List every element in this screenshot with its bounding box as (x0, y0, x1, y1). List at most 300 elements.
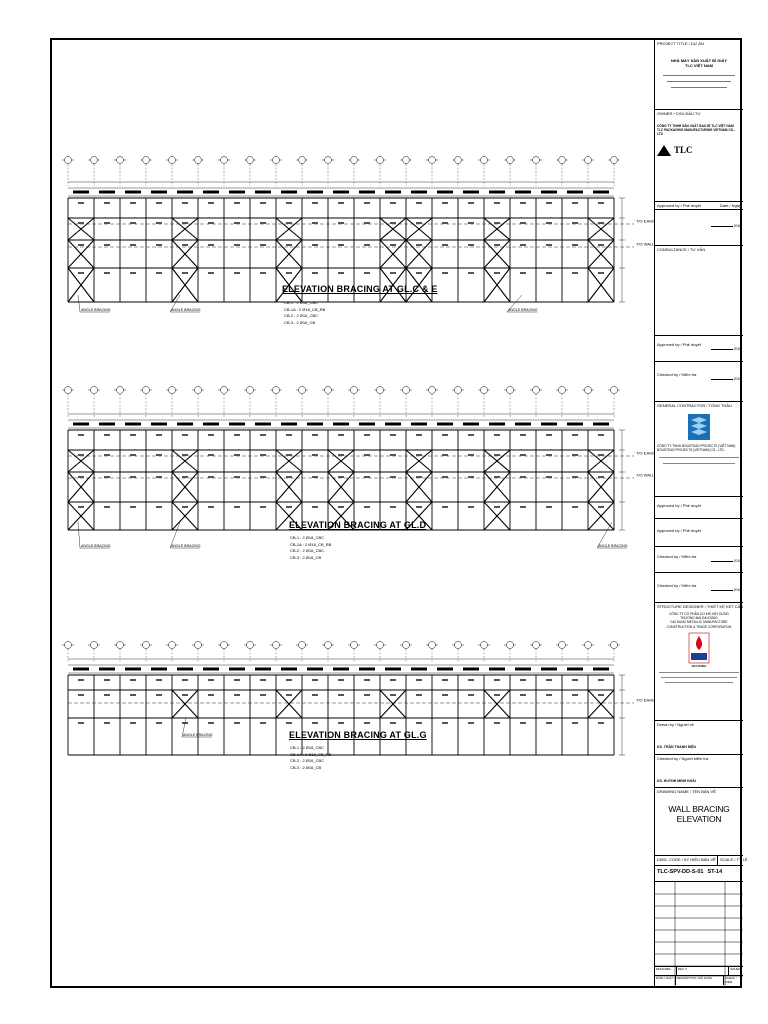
dimension-text-mark (463, 423, 479, 426)
dimension-text-mark (177, 668, 193, 671)
callout-text: ANGLE BRACING (81, 307, 111, 312)
footer-cell: CHECK / KIỂM (725, 976, 737, 984)
grid-bubble (273, 642, 280, 649)
member-tag (520, 272, 526, 274)
member-tag (572, 476, 578, 478)
member-tag (390, 202, 396, 204)
member-tag (260, 476, 266, 478)
designer-line: THƯƠNG MẠI ĐẠI DŨNG (680, 616, 718, 621)
member-tag (182, 434, 188, 436)
member-tag (234, 202, 240, 204)
member-tag (442, 694, 448, 696)
owner-line: TLC PACKAGING MANUFACTURING VIETNAM CO., LTD (657, 128, 736, 137)
dimension-text-mark (125, 191, 141, 194)
member-tag (260, 679, 266, 681)
dimension-text-mark (177, 423, 193, 426)
member-tag (234, 722, 240, 724)
grid-bubble (533, 387, 540, 394)
member-tag (130, 722, 136, 724)
member-tag (468, 434, 474, 436)
member-tag (286, 694, 292, 696)
grid-bubble (507, 642, 514, 649)
dimension-text-mark (437, 668, 453, 671)
member-tag (130, 202, 136, 204)
grid-bubble (91, 157, 98, 164)
member-tag (520, 202, 526, 204)
dimension-text-mark (177, 191, 193, 194)
member-tag (104, 454, 110, 456)
member-tag (520, 506, 526, 508)
dimension-text-mark (567, 423, 583, 426)
member-tag (104, 434, 110, 436)
dimension-text-mark (385, 668, 401, 671)
drawing-code: TLC-SPV-DD-S-01 (657, 869, 704, 875)
note-line: CB-3 : 2 Ø16_CB (290, 764, 322, 770)
contractor-line: BOUSTEAD PROJECTS (VIETNAM) CO., LTD. (657, 448, 725, 453)
member-tag (442, 506, 448, 508)
member-tag (156, 272, 162, 274)
view-title-gl-g: ELEVATION BRACING AT GL.G (289, 730, 427, 740)
drawing-name-cell (655, 788, 743, 856)
dimension-text-mark (125, 668, 141, 671)
member-tag (208, 434, 214, 436)
level-tag: T/O EAVE (636, 697, 655, 703)
member-tag (286, 506, 292, 508)
member-tag (130, 244, 136, 246)
member-tag (416, 506, 422, 508)
member-tag (234, 679, 240, 681)
grid-bubble (117, 157, 124, 164)
member-tag (286, 722, 292, 724)
owner-label: OWNER / CHỦ ĐẦU TƯ (657, 111, 701, 116)
grid-bubble (221, 157, 228, 164)
grid-bubble (403, 642, 410, 649)
grid-bubble (429, 387, 436, 394)
grid-bubble (585, 157, 592, 164)
designer-logo (657, 633, 741, 664)
member-tag (286, 476, 292, 478)
member-tag (494, 222, 500, 224)
member-tag (130, 694, 136, 696)
dimension-text-mark (463, 668, 479, 671)
title-block (654, 40, 748, 986)
member-tag (416, 476, 422, 478)
member-tag (182, 694, 188, 696)
member-tag (364, 244, 370, 246)
grid-bubble (533, 157, 540, 164)
dimension-text-mark (359, 423, 375, 426)
grid-bubble (481, 157, 488, 164)
member-tag (156, 202, 162, 204)
consultant-label: CONSULTANCE / TƯ VẤN (657, 247, 706, 252)
grid-bubble (91, 387, 98, 394)
year-text: 2016 (733, 559, 741, 563)
member-tag (78, 222, 84, 224)
member-tag (208, 694, 214, 696)
grid-bubble (507, 157, 514, 164)
member-tag (364, 222, 370, 224)
designer-logo-text: DAI DUNG (691, 663, 707, 668)
dimension-text-mark (463, 191, 479, 194)
dimension-text-mark (99, 191, 115, 194)
dimension-text-mark (73, 423, 89, 426)
grid-bubble (611, 157, 618, 164)
member-tag (416, 679, 422, 681)
grid-bubble (247, 157, 254, 164)
grid-bubble (221, 387, 228, 394)
contractor-logo-icon (688, 414, 710, 440)
member-tag (468, 679, 474, 681)
member-tag (182, 272, 188, 274)
note-line: CB-1A : 2 Ø18_CB_RB (290, 541, 332, 547)
dimension-text-mark (489, 423, 505, 426)
member-tag (546, 694, 552, 696)
member-tag (286, 679, 292, 681)
level-tag: T/O WALL (636, 241, 655, 247)
contractor-approval-cell-2 (655, 519, 743, 547)
member-tag (260, 434, 266, 436)
member-tag (286, 434, 292, 436)
member-tag (468, 476, 474, 478)
grid-bubble (221, 642, 228, 649)
designer-line: CONSTRUCTION & TRADE CORPORATION (666, 624, 732, 629)
member-tag (572, 722, 578, 724)
grid-bubble (611, 387, 618, 394)
level-tag: T/O WALL (636, 472, 655, 478)
member-tag (442, 476, 448, 478)
member-tag (390, 679, 396, 681)
grid-bubble (403, 157, 410, 164)
designer-line: CÔNG TY CỔ PHẦN CƠ KHÍ XÂY DỰNG (669, 612, 729, 616)
dimension-text-mark (229, 191, 245, 194)
owner-cell (655, 110, 743, 202)
note-line: CB-2 : 2 Ø16_CBC (290, 548, 325, 553)
member-tag (442, 679, 448, 681)
dimension-text-mark (307, 423, 323, 426)
member-tag (468, 454, 474, 456)
notes-gl-g (290, 745, 331, 771)
grid-bubble (585, 387, 592, 394)
member-tag (312, 244, 318, 246)
callout-text: ANGLE BRACING (183, 732, 213, 737)
member-tag (156, 694, 162, 696)
member-tag (338, 694, 344, 696)
member-tag (156, 244, 162, 246)
dimension-text-mark (151, 423, 167, 426)
footer-cell: ISSUED (730, 967, 741, 971)
grid-bubble (169, 387, 176, 394)
member-tag (182, 222, 188, 224)
member-tag (364, 454, 370, 456)
member-tag (390, 272, 396, 274)
drawing-code-label: DWG. CODE / KÝ HIỆU BẢN VẼ (655, 856, 718, 865)
designer-line: DAI DUNG METALLIC MANUFACTURE (670, 620, 728, 625)
revision-footer (655, 966, 743, 984)
grid-bubble (325, 387, 332, 394)
contractor-line: CÔNG TY TNHH BOUSTEAD PROJECTS (VIỆT NAM) (657, 444, 736, 448)
member-tag (260, 694, 266, 696)
dimension-text-mark (489, 191, 505, 194)
dimension-text-mark (593, 191, 609, 194)
member-tag (104, 506, 110, 508)
dimension-text-mark (541, 423, 557, 426)
dimension-text-mark (567, 668, 583, 671)
member-tag (338, 272, 344, 274)
note-line: CB-1 : 2 Ø18_CBC (290, 535, 325, 540)
drawn-by-label: Drawn by / Người vẽ (657, 722, 694, 727)
member-tag (364, 476, 370, 478)
member-tag (312, 272, 318, 274)
member-tag (598, 722, 604, 724)
dimension-text-mark (411, 668, 427, 671)
dimension-text-mark (229, 423, 245, 426)
member-tag (260, 722, 266, 724)
member-tag (104, 202, 110, 204)
dimension-text-mark (255, 668, 271, 671)
member-tag (390, 722, 396, 724)
member-tag (286, 202, 292, 204)
member-tag (520, 222, 526, 224)
member-tag (390, 244, 396, 246)
drawing-code-cell (655, 856, 748, 882)
dimension-text-mark (385, 191, 401, 194)
contractor-check-cell (655, 547, 743, 573)
member-tag (494, 202, 500, 204)
member-tag (468, 272, 474, 274)
member-tag (156, 434, 162, 436)
member-tag (572, 454, 578, 456)
drawing-name: WALL BRACING ELEVATION (668, 804, 730, 824)
approved-by-label: Approved by / Phê duyệt (657, 503, 701, 508)
dimension-text-mark (203, 668, 219, 671)
dimension-text-mark (385, 423, 401, 426)
dimension-text-mark (437, 423, 453, 426)
drawn-by-cell (655, 721, 743, 755)
member-tag (520, 694, 526, 696)
member-tag (572, 272, 578, 274)
member-tag (390, 434, 396, 436)
member-tag (208, 679, 214, 681)
date-label: Date / Ngày (719, 203, 741, 208)
checked-by-cell (655, 755, 743, 788)
level-tag: T/O EAVE (636, 450, 655, 456)
member-tag (598, 476, 604, 478)
member-tag (312, 476, 318, 478)
member-tag (208, 454, 214, 456)
member-tag (312, 722, 318, 724)
member-tag (416, 434, 422, 436)
dimension-text-mark (411, 191, 427, 194)
member-tag (364, 694, 370, 696)
member-tag (104, 272, 110, 274)
member-tag (260, 272, 266, 274)
year-text: 2016 (733, 377, 741, 381)
grid-bubble (455, 387, 462, 394)
dimension-text-mark (73, 191, 89, 194)
callout-text: ANGLE BRACING (508, 307, 538, 312)
footer-cell: DESIGNED (655, 967, 677, 975)
member-tag (78, 506, 84, 508)
member-tag (494, 454, 500, 456)
grid-bubble (299, 387, 306, 394)
member-tag (364, 722, 370, 724)
member-tag (364, 434, 370, 436)
member-tag (520, 679, 526, 681)
dimension-text-mark (99, 423, 115, 426)
grid-bubble (169, 157, 176, 164)
owner-logo-triangle-icon (657, 145, 671, 156)
dimension-text-mark (73, 668, 89, 671)
grid-bubble (247, 642, 254, 649)
owner-logo-text: TLC (674, 145, 693, 156)
dimension-text-mark (593, 423, 609, 426)
grid-bubble (403, 387, 410, 394)
member-tag (208, 222, 214, 224)
member-tag (312, 679, 318, 681)
member-tag (338, 679, 344, 681)
approved-by-label: Approved by / Phê duyệt (657, 342, 701, 347)
member-tag (78, 202, 84, 204)
member-tag (104, 679, 110, 681)
project-line: TLC VIỆT NAM (685, 63, 713, 68)
member-tag (234, 434, 240, 436)
member-tag (156, 506, 162, 508)
sheet-number: ST-14 (707, 869, 723, 875)
member-tag (338, 454, 344, 456)
member-tag (312, 694, 318, 696)
contractor-label: GENERAL CONTRACTOR / TỔNG THẦU (657, 403, 732, 408)
member-tag (130, 454, 136, 456)
dimension-text-mark (567, 191, 583, 194)
member-tag (78, 722, 84, 724)
member-tag (364, 506, 370, 508)
grid-bubble (611, 642, 618, 649)
member-tag (234, 506, 240, 508)
member-tag (208, 244, 214, 246)
member-tag (182, 244, 188, 246)
member-tag (494, 434, 500, 436)
member-tag (130, 222, 136, 224)
member-tag (338, 434, 344, 436)
member-tag (234, 244, 240, 246)
dimension-text-mark (203, 191, 219, 194)
note-line: CB-3 : 2 Ø16_CB (290, 554, 322, 560)
note-line: CB-3 : 2 Ø16_CB (284, 319, 316, 325)
grid-bubble (299, 157, 306, 164)
grid-bubble (273, 157, 280, 164)
footer-cell: DESCRIPTION / NỘI DUNG (676, 976, 725, 985)
grid-bubble (169, 642, 176, 649)
member-tag (182, 506, 188, 508)
grid-bubble (377, 642, 384, 649)
consultant-check-cell (655, 362, 743, 402)
member-tag (312, 434, 318, 436)
grid-bubble (351, 642, 358, 649)
member-tag (416, 244, 422, 246)
member-tag (78, 244, 84, 246)
dimension-text-mark (541, 668, 557, 671)
dimension-text-mark (489, 668, 505, 671)
callout-leader (78, 295, 80, 312)
callout-text: ANGLE BRACING (81, 543, 111, 548)
member-tag (520, 454, 526, 456)
year-text: 2016 (733, 347, 741, 351)
member-tag (442, 202, 448, 204)
member-tag (104, 476, 110, 478)
checked-by-label: Checked by / Người kiểm tra (657, 756, 709, 761)
dimension-text-mark (359, 668, 375, 671)
member-tag (598, 694, 604, 696)
member-tag (78, 476, 84, 478)
grid-bubble (533, 642, 540, 649)
grid-bubble (65, 157, 72, 164)
note-line: CB-1A : 2 Ø18_CB_RB (284, 306, 326, 312)
drawing-sheet (50, 38, 748, 988)
member-tag (364, 272, 370, 274)
member-tag (390, 694, 396, 696)
member-tag (338, 476, 344, 478)
owner-line: CÔNG TY TNHH SẢN XUẤT BAO BÌ TLC VIỆT NAM (657, 124, 734, 128)
owner-approval-cell (655, 202, 743, 246)
member-tag (442, 454, 448, 456)
member-tag (416, 272, 422, 274)
member-tag (286, 222, 292, 224)
member-tag (572, 506, 578, 508)
project-cell (655, 40, 743, 110)
member-tag (442, 272, 448, 274)
grid-bubble (455, 642, 462, 649)
member-tag (546, 454, 552, 456)
dimension-text-mark (333, 191, 349, 194)
view-title-gl-c-e: ELEVATION BRACING AT GL.C & E (282, 284, 438, 294)
member-tag (130, 476, 136, 478)
revision-table (655, 882, 743, 968)
grid-bubble (299, 642, 306, 649)
member-tag (78, 434, 84, 436)
frame-lines (62, 387, 634, 531)
dimension-text-mark (307, 191, 323, 194)
member-tag (494, 679, 500, 681)
member-tag (156, 722, 162, 724)
member-tag (390, 476, 396, 478)
note-line: CB-1 : 2 Ø18_CBC (284, 300, 319, 305)
member-tag (546, 506, 552, 508)
grid-bubble (143, 157, 150, 164)
dimension-text-mark (333, 423, 349, 426)
notes-gl-d (290, 535, 331, 561)
member-tag (494, 476, 500, 478)
grid-bubble (559, 642, 566, 649)
member-tag (104, 244, 110, 246)
note-line: CB-2 : 2 Ø16_CBC (290, 758, 325, 763)
member-tag (260, 506, 266, 508)
member-tag (78, 454, 84, 456)
drawing-area (52, 40, 654, 986)
member-tag (598, 222, 604, 224)
member-tag (468, 722, 474, 724)
member-tag (468, 244, 474, 246)
dimension-text-mark (593, 668, 609, 671)
grid-bubble (117, 387, 124, 394)
member-tag (260, 202, 266, 204)
member-tag (234, 454, 240, 456)
member-tag (494, 506, 500, 508)
member-tag (312, 454, 318, 456)
dimension-text-mark (99, 668, 115, 671)
dimension-text-mark (151, 668, 167, 671)
member-tag (104, 722, 110, 724)
member-tag (208, 202, 214, 204)
